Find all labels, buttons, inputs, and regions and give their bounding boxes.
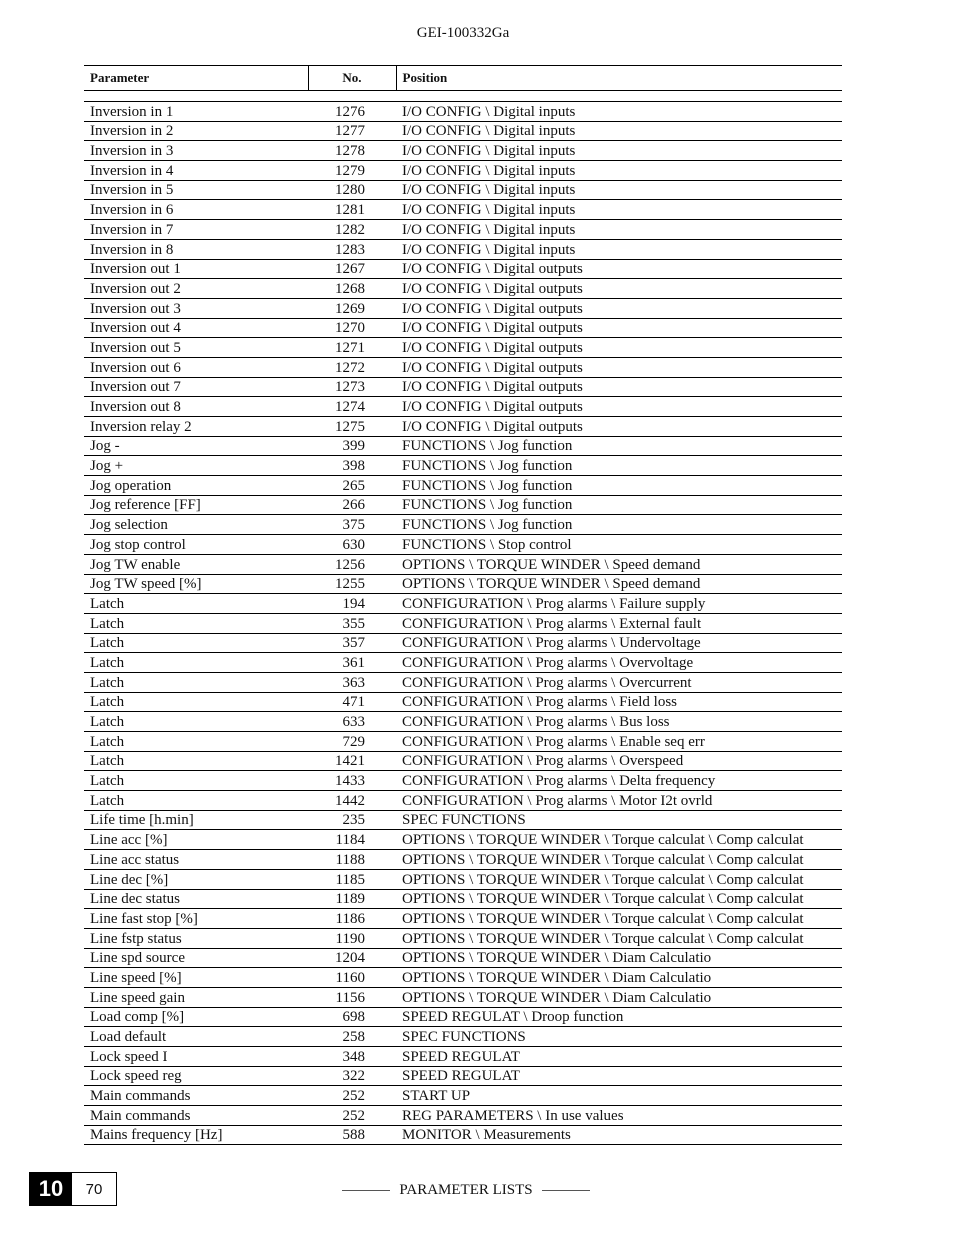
table-row	[84, 791, 842, 811]
cell-parameter: Inversion in 7	[84, 220, 308, 240]
table-row	[84, 259, 842, 279]
cell-number: 1186	[308, 909, 396, 929]
cell-position: OPTIONS \ TORQUE WINDER \ Torque calculat \ Comp calculat	[396, 909, 842, 929]
footer-rule-right	[542, 1190, 590, 1191]
table-row	[84, 1066, 842, 1086]
cell-number: 1280	[308, 180, 396, 200]
cell-parameter: Inversion in 4	[84, 161, 308, 181]
cell-parameter: Lock speed reg	[84, 1066, 308, 1086]
table-row	[84, 653, 842, 673]
cell-number: 1271	[308, 338, 396, 358]
cell-position: CONFIGURATION \ Prog alarms \ Undervoltage	[396, 633, 842, 653]
table-row	[84, 928, 842, 948]
cell-position: OPTIONS \ TORQUE WINDER \ Torque calculat \ Comp calculat	[396, 869, 842, 889]
cell-position: CONFIGURATION \ Prog alarms \ Overcurrent	[396, 672, 842, 692]
cell-position: I/O CONFIG \ Digital inputs	[396, 180, 842, 200]
table-row	[84, 200, 842, 220]
cell-parameter: Jog operation	[84, 476, 308, 496]
table-row	[84, 1047, 842, 1067]
cell-parameter: Line fstp status	[84, 928, 308, 948]
cell-number: 1278	[308, 141, 396, 161]
table-row	[84, 732, 842, 752]
table-row	[84, 751, 842, 771]
cell-number: 265	[308, 476, 396, 496]
table-row	[84, 554, 842, 574]
cell-number: 1275	[308, 417, 396, 437]
cell-position: I/O CONFIG \ Digital inputs	[396, 239, 842, 259]
cell-number: 235	[308, 810, 396, 830]
cell-position: FUNCTIONS \ Jog function	[396, 515, 842, 535]
table-row	[84, 220, 842, 240]
cell-parameter: Latch	[84, 732, 308, 752]
cell-parameter: Jog +	[84, 456, 308, 476]
table-row	[84, 456, 842, 476]
document-id: GEI-100332Ga	[416, 25, 510, 41]
cell-parameter: Inversion in 8	[84, 239, 308, 259]
cell-parameter: Line fast stop [%]	[84, 909, 308, 929]
cell-parameter: Lock speed I	[84, 1047, 308, 1067]
cell-position: CONFIGURATION \ Prog alarms \ Overvoltage	[396, 653, 842, 673]
cell-number: 588	[308, 1125, 396, 1145]
cell-number: 194	[308, 594, 396, 614]
cell-position: CONFIGURATION \ Prog alarms \ Motor I2t ovrld	[396, 791, 842, 811]
cell-number: 698	[308, 1007, 396, 1027]
cell-parameter: Inversion in 5	[84, 180, 308, 200]
cell-position: I/O CONFIG \ Digital inputs	[396, 220, 842, 240]
cell-number: 1272	[308, 357, 396, 377]
cell-position: FUNCTIONS \ Jog function	[396, 456, 842, 476]
cell-parameter: Jog stop control	[84, 535, 308, 555]
cell-position: CONFIGURATION \ Prog alarms \ Overspeed	[396, 751, 842, 771]
cell-position: I/O CONFIG \ Digital outputs	[396, 259, 842, 279]
cell-parameter: Latch	[84, 692, 308, 712]
cell-position: OPTIONS \ TORQUE WINDER \ Diam Calculatio	[396, 987, 842, 1007]
table-row	[84, 515, 842, 535]
cell-number: 355	[308, 613, 396, 633]
cell-position: OPTIONS \ TORQUE WINDER \ Torque calculat \ Comp calculat	[396, 830, 842, 850]
cell-parameter: Latch	[84, 791, 308, 811]
cell-number: 1283	[308, 239, 396, 259]
cell-parameter: Mains frequency [Hz]	[84, 1125, 308, 1145]
cell-number: 1267	[308, 259, 396, 279]
table-row	[84, 180, 842, 200]
cell-position: CONFIGURATION \ Prog alarms \ External fault	[396, 613, 842, 633]
cell-parameter: Line speed [%]	[84, 968, 308, 988]
table-row	[84, 633, 842, 653]
cell-position: FUNCTIONS \ Jog function	[396, 495, 842, 515]
table-row	[84, 417, 842, 437]
cell-number: 1442	[308, 791, 396, 811]
cell-parameter: Latch	[84, 751, 308, 771]
cell-parameter: Inversion out 2	[84, 279, 308, 299]
table-row	[84, 594, 842, 614]
cell-parameter: Inversion in 2	[84, 121, 308, 141]
table-row	[84, 239, 842, 259]
footer-section	[342, 1182, 590, 1199]
cell-position: I/O CONFIG \ Digital inputs	[396, 102, 842, 122]
cell-parameter: Latch	[84, 771, 308, 791]
cell-number: 322	[308, 1066, 396, 1086]
table-row	[84, 535, 842, 555]
cell-position: CONFIGURATION \ Prog alarms \ Enable seq err	[396, 732, 842, 752]
table-row	[84, 771, 842, 791]
cell-position: FUNCTIONS \ Jog function	[396, 436, 842, 456]
table-row	[84, 987, 842, 1007]
cell-position: MONITOR \ Measurements	[396, 1125, 842, 1145]
column-header-parameter: Parameter	[84, 66, 308, 91]
cell-position: I/O CONFIG \ Digital inputs	[396, 141, 842, 161]
cell-number: 1184	[308, 830, 396, 850]
cell-number: 729	[308, 732, 396, 752]
cell-position: OPTIONS \ TORQUE WINDER \ Torque calculat \ Comp calculat	[396, 850, 842, 870]
cell-parameter: Inversion out 1	[84, 259, 308, 279]
table-row	[84, 889, 842, 909]
cell-parameter: Load default	[84, 1027, 308, 1047]
cell-parameter: Inversion out 5	[84, 338, 308, 358]
cell-number: 399	[308, 436, 396, 456]
table-row	[84, 141, 842, 161]
cell-position: I/O CONFIG \ Digital outputs	[396, 338, 842, 358]
cell-position: SPEED REGULAT	[396, 1066, 842, 1086]
cell-position: OPTIONS \ TORQUE WINDER \ Torque calculat \ Comp calculat	[396, 928, 842, 948]
cell-number: 630	[308, 535, 396, 555]
cell-position: OPTIONS \ TORQUE WINDER \ Diam Calculatio	[396, 968, 842, 988]
cell-position: SPEED REGULAT \ Droop function	[396, 1007, 842, 1027]
table-row	[84, 574, 842, 594]
cell-number: 471	[308, 692, 396, 712]
cell-number: 1185	[308, 869, 396, 889]
cell-position: CONFIGURATION \ Prog alarms \ Field loss	[396, 692, 842, 712]
cell-parameter: Latch	[84, 672, 308, 692]
table-row	[84, 810, 842, 830]
page-number: 70	[85, 1180, 103, 1198]
cell-position: START UP	[396, 1086, 842, 1106]
cell-parameter: Latch	[84, 613, 308, 633]
cell-parameter: Inversion out 4	[84, 318, 308, 338]
cell-number: 1277	[308, 121, 396, 141]
header-spacer	[84, 91, 842, 102]
cell-position: FUNCTIONS \ Stop control	[396, 535, 842, 555]
cell-parameter: Inversion in 6	[84, 200, 308, 220]
cell-position: CONFIGURATION \ Prog alarms \ Delta frequency	[396, 771, 842, 791]
page-tab	[29, 1172, 117, 1206]
cell-parameter: Inversion in 1	[84, 102, 308, 122]
cell-parameter: Latch	[84, 594, 308, 614]
table-row	[84, 613, 842, 633]
cell-number: 1276	[308, 102, 396, 122]
section-title: PARAMETER LISTS	[399, 1182, 533, 1198]
parameter-table	[84, 65, 842, 1145]
cell-position: REG PARAMETERS \ In use values	[396, 1106, 842, 1126]
cell-parameter: Inversion in 3	[84, 141, 308, 161]
cell-position: I/O CONFIG \ Digital outputs	[396, 397, 842, 417]
cell-parameter: Line spd source	[84, 948, 308, 968]
cell-parameter: Jog TW speed [%]	[84, 574, 308, 594]
cell-parameter: Line acc status	[84, 850, 308, 870]
table-row	[84, 1106, 842, 1126]
cell-parameter: Inversion out 6	[84, 357, 308, 377]
table-row	[84, 121, 842, 141]
cell-position: I/O CONFIG \ Digital outputs	[396, 417, 842, 437]
cell-number: 633	[308, 712, 396, 732]
table-row	[84, 968, 842, 988]
table-header-row	[84, 66, 842, 91]
cell-position: SPEED REGULAT	[396, 1047, 842, 1067]
table-row	[84, 102, 842, 122]
table-row	[84, 672, 842, 692]
table-row	[84, 830, 842, 850]
cell-parameter: Line acc [%]	[84, 830, 308, 850]
cell-position: I/O CONFIG \ Digital inputs	[396, 161, 842, 181]
cell-position: I/O CONFIG \ Digital inputs	[396, 200, 842, 220]
cell-number: 1279	[308, 161, 396, 181]
cell-number: 348	[308, 1047, 396, 1067]
cell-parameter: Line dec [%]	[84, 869, 308, 889]
cell-parameter: Inversion out 8	[84, 397, 308, 417]
cell-position: OPTIONS \ TORQUE WINDER \ Speed demand	[396, 574, 842, 594]
footer-rule-left	[342, 1190, 390, 1191]
cell-parameter: Main commands	[84, 1106, 308, 1126]
cell-number: 1270	[308, 318, 396, 338]
table-row	[84, 397, 842, 417]
cell-parameter: Latch	[84, 653, 308, 673]
cell-parameter: Life time [h.min]	[84, 810, 308, 830]
cell-number: 258	[308, 1027, 396, 1047]
cell-number: 363	[308, 672, 396, 692]
cell-parameter: Jog reference [FF]	[84, 495, 308, 515]
cell-position: OPTIONS \ TORQUE WINDER \ Speed demand	[396, 554, 842, 574]
table-row	[84, 850, 842, 870]
table-row	[84, 298, 842, 318]
table-row	[84, 476, 842, 496]
cell-position: SPEC FUNCTIONS	[396, 810, 842, 830]
cell-number: 252	[308, 1086, 396, 1106]
table-row	[84, 338, 842, 358]
cell-position: SPEC FUNCTIONS	[396, 1027, 842, 1047]
cell-parameter: Inversion out 7	[84, 377, 308, 397]
table-row	[84, 436, 842, 456]
cell-number: 1274	[308, 397, 396, 417]
cell-number: 1269	[308, 298, 396, 318]
cell-number: 1188	[308, 850, 396, 870]
cell-position: OPTIONS \ TORQUE WINDER \ Torque calculat \ Comp calculat	[396, 889, 842, 909]
cell-parameter: Latch	[84, 633, 308, 653]
cell-number: 1204	[308, 948, 396, 968]
cell-parameter: Load comp [%]	[84, 1007, 308, 1027]
chapter-number: 10	[30, 1173, 72, 1205]
cell-parameter: Line dec status	[84, 889, 308, 909]
cell-position: I/O CONFIG \ Digital outputs	[396, 377, 842, 397]
table-row	[84, 692, 842, 712]
cell-number: 1255	[308, 574, 396, 594]
cell-number: 1281	[308, 200, 396, 220]
cell-number: 1268	[308, 279, 396, 299]
cell-number: 375	[308, 515, 396, 535]
table-row	[84, 1027, 842, 1047]
cell-number: 1282	[308, 220, 396, 240]
cell-position: I/O CONFIG \ Digital outputs	[396, 357, 842, 377]
table-row	[84, 909, 842, 929]
cell-number: 1156	[308, 987, 396, 1007]
cell-position: OPTIONS \ TORQUE WINDER \ Diam Calculatio	[396, 948, 842, 968]
table-row	[84, 161, 842, 181]
table-row	[84, 1086, 842, 1106]
cell-position: CONFIGURATION \ Prog alarms \ Bus loss	[396, 712, 842, 732]
cell-number: 1189	[308, 889, 396, 909]
cell-position: I/O CONFIG \ Digital outputs	[396, 298, 842, 318]
table-row	[84, 357, 842, 377]
cell-parameter: Inversion out 3	[84, 298, 308, 318]
cell-parameter: Main commands	[84, 1086, 308, 1106]
table-row	[84, 279, 842, 299]
table-row	[84, 712, 842, 732]
cell-position: FUNCTIONS \ Jog function	[396, 476, 842, 496]
cell-number: 1190	[308, 928, 396, 948]
cell-parameter: Inversion relay 2	[84, 417, 308, 437]
cell-parameter: Line speed gain	[84, 987, 308, 1007]
table-row	[84, 1125, 842, 1145]
cell-number: 266	[308, 495, 396, 515]
table-row	[84, 495, 842, 515]
cell-number: 361	[308, 653, 396, 673]
column-header-no: No.	[308, 66, 396, 91]
table-row	[84, 869, 842, 889]
column-header-position: Position	[396, 66, 842, 91]
cell-number: 1160	[308, 968, 396, 988]
cell-position: I/O CONFIG \ Digital outputs	[396, 318, 842, 338]
cell-number: 357	[308, 633, 396, 653]
table-row	[84, 377, 842, 397]
table-row	[84, 1007, 842, 1027]
cell-position: CONFIGURATION \ Prog alarms \ Failure supply	[396, 594, 842, 614]
cell-position: I/O CONFIG \ Digital outputs	[396, 279, 842, 299]
table-row	[84, 948, 842, 968]
cell-number: 252	[308, 1106, 396, 1126]
cell-number: 1256	[308, 554, 396, 574]
cell-number: 1433	[308, 771, 396, 791]
cell-parameter: Jog selection	[84, 515, 308, 535]
cell-parameter: Jog TW enable	[84, 554, 308, 574]
cell-position: I/O CONFIG \ Digital inputs	[396, 121, 842, 141]
cell-number: 398	[308, 456, 396, 476]
cell-parameter: Jog -	[84, 436, 308, 456]
cell-number: 1273	[308, 377, 396, 397]
table-row	[84, 318, 842, 338]
cell-number: 1421	[308, 751, 396, 771]
cell-parameter: Latch	[84, 712, 308, 732]
